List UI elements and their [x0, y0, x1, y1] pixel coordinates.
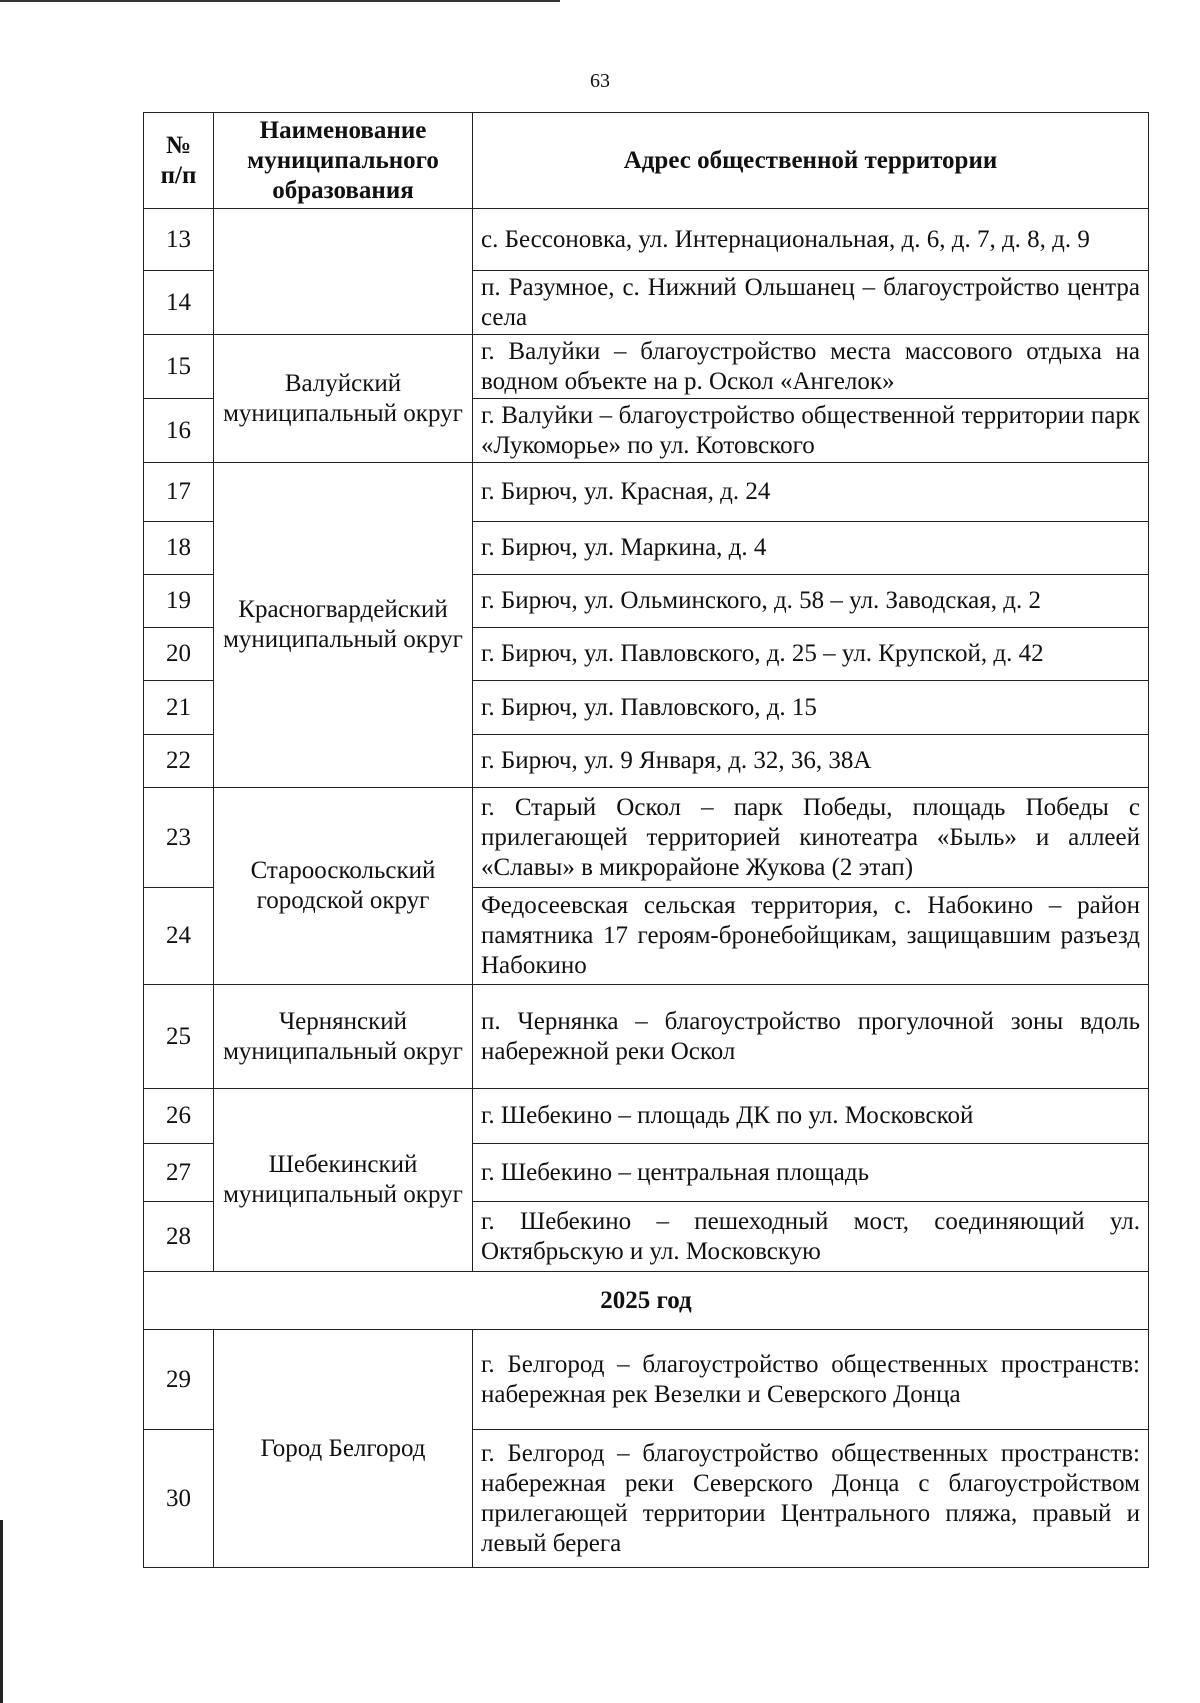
row-number: 26 [144, 1089, 214, 1144]
row-number: 20 [144, 628, 214, 681]
row-number: 23 [144, 788, 214, 888]
address-cell: п. Чернянка – благоустройство прогулочной зоны вдоль набережной реки Оскол [473, 985, 1149, 1089]
row-number: 19 [144, 575, 214, 628]
row-number: 15 [144, 335, 214, 399]
header-municipality: Наименование муниципального образования [214, 113, 473, 209]
table-row [144, 788, 1149, 888]
address-cell: г. Бирюч, ул. 9 Января, д. 32, 36, 38А [473, 735, 1149, 788]
table-row [144, 463, 1149, 522]
header-num: № п/п [144, 113, 214, 209]
row-number: 17 [144, 463, 214, 522]
address-cell: г. Старый Оскол – парк Победы, площадь Победы с прилегающей территорией кинотеатра «Быль» и аллеей «Славы» в микрорайоне Жукова (2 этап) [473, 788, 1149, 888]
row-number: 28 [144, 1202, 214, 1272]
table-row [144, 335, 1149, 399]
address-cell: г. Валуйки – благоустройство места массового отдыха на водном объекте на р. Оскол «Ангелок» [473, 335, 1149, 399]
row-number: 22 [144, 735, 214, 788]
row-number: 29 [144, 1330, 214, 1430]
address-cell: г. Валуйки – благоустройство общественной территории парк «Лукоморье» по ул. Котовского [473, 399, 1149, 463]
year-heading: 2025 год [144, 1272, 1149, 1330]
municipality-cell: Старооскольский городской округ [214, 788, 473, 985]
row-number: 30 [144, 1430, 214, 1568]
row-number: 16 [144, 399, 214, 463]
address-cell: г. Шебекино – центральная площадь [473, 1144, 1149, 1202]
table-row [144, 1089, 1149, 1144]
year-row [144, 1272, 1149, 1330]
row-number: 27 [144, 1144, 214, 1202]
address-cell: п. Разумное, с. Нижний Ольшанец – благоустройство центра села [473, 271, 1149, 335]
table-header-row [144, 113, 1149, 209]
municipality-cell: Валуйский муниципальный округ [214, 335, 473, 463]
table-row [144, 985, 1149, 1089]
row-number: 25 [144, 985, 214, 1089]
table-row [144, 1330, 1149, 1430]
row-number: 24 [144, 888, 214, 985]
address-cell: г. Бирюч, ул. Красная, д. 24 [473, 463, 1149, 522]
top-rule [0, 0, 560, 2]
row-number: 18 [144, 522, 214, 575]
table-row [144, 209, 1149, 271]
address-cell: г. Бирюч, ул. Павловского, д. 15 [473, 681, 1149, 735]
address-cell: г. Бирюч, ул. Павловского, д. 25 – ул. Крупской, д. 42 [473, 628, 1149, 681]
address-cell: Федосеевская сельская территория, с. Набокино – район памятника 17 героям-бронебойщикам, защищавшим разъезд Набокино [473, 888, 1149, 985]
address-cell: г. Шебекино – площадь ДК по ул. Московской [473, 1089, 1149, 1144]
territories-table [143, 112, 1149, 1568]
municipality-cell: Чернянский муниципальный округ [214, 985, 473, 1089]
municipality-cell: Шебекинский муниципальный округ [214, 1089, 473, 1272]
address-cell: г. Белгород – благоустройство общественных пространств: набережная рек Везелки и Северского Донца [473, 1330, 1149, 1430]
address-cell: г. Шебекино – пешеходный мост, соединяющий ул. Октябрьскую и ул. Московскую [473, 1202, 1149, 1272]
municipality-cell: Город Белгород [214, 1330, 473, 1568]
header-address: Адрес общественной территории [473, 113, 1149, 209]
address-cell: г. Бирюч, ул. Маркина, д. 4 [473, 522, 1149, 575]
municipality-cell [214, 209, 473, 335]
address-cell: с. Бессоновка, ул. Интернациональная, д. 6, д. 7, д. 8, д. 9 [473, 209, 1149, 271]
page-number: 63 [590, 70, 610, 92]
address-cell: г. Бирюч, ул. Ольминского, д. 58 – ул. Заводская, д. 2 [473, 575, 1149, 628]
scan-edge-mark [0, 1520, 3, 1703]
row-number: 14 [144, 271, 214, 335]
row-number: 21 [144, 681, 214, 735]
address-cell: г. Белгород – благоустройство общественных пространств: набережная реки Северского Донца с благоустройством прилегающей территории Центрального пляжа, правый и левый берега [473, 1430, 1149, 1568]
row-number: 13 [144, 209, 214, 271]
municipality-cell: Красногвардейский муниципальный округ [214, 463, 473, 788]
